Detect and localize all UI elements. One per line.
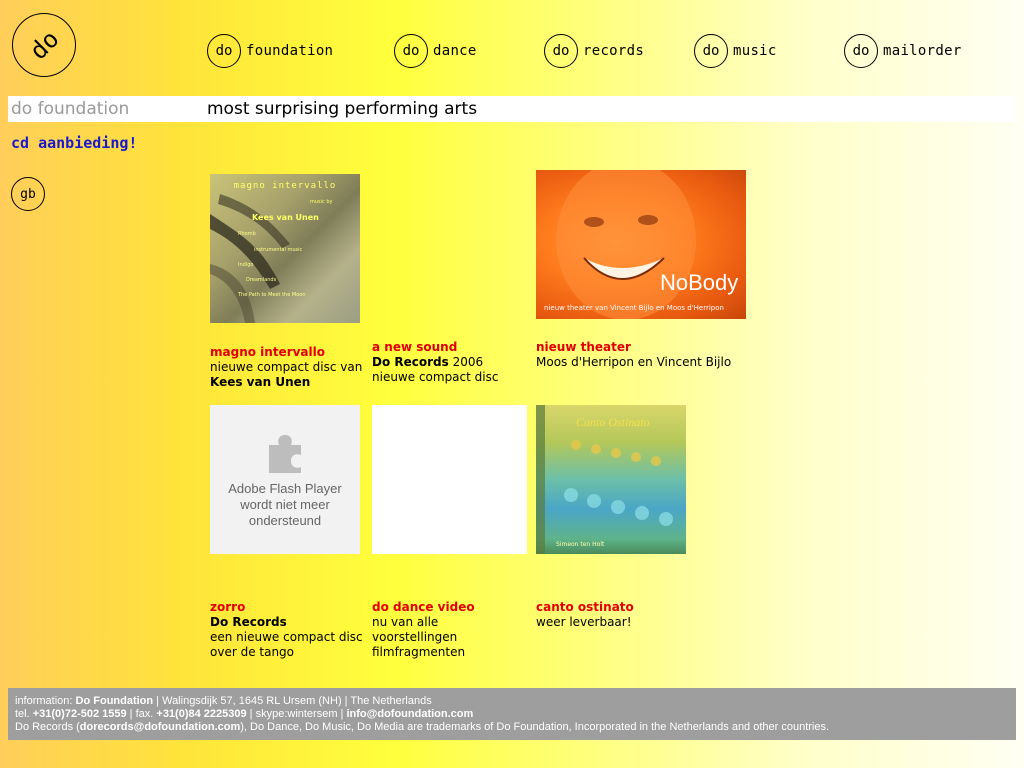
- item-label: Do Records: [372, 355, 449, 369]
- cover-track: Rhomb: [238, 231, 256, 237]
- item-desc: een nieuwe compact disc: [210, 630, 363, 644]
- nobody-theater-image[interactable]: [536, 170, 746, 319]
- item-title[interactable]: nieuw theater: [536, 340, 631, 354]
- cover-title: Canto Ostinato: [576, 415, 650, 429]
- dance-video-frame[interactable]: [372, 405, 527, 554]
- nav-label: mailorder: [883, 42, 962, 59]
- dance-video-caption: [372, 600, 532, 660]
- footer-trademark: ), Do Dance, Do Music, Do Media are trademarks of Do Foundation, Incorporated in the Netherlands and other countries.: [240, 721, 830, 733]
- item-title[interactable]: a new sound: [372, 340, 458, 354]
- cd-offer-link[interactable]: cd aanbieding!: [11, 134, 138, 152]
- footer-org: Do Foundation: [75, 695, 154, 707]
- footer-tel: +31(0)72-502 1559: [32, 708, 127, 720]
- item-title[interactable]: zorro: [210, 600, 246, 614]
- magno-intervallo-cover[interactable]: [210, 174, 360, 323]
- footer-fax-label: | fax.: [126, 708, 157, 720]
- footer-email-link[interactable]: info@dofoundation.com: [346, 708, 474, 720]
- footer-line-2: [15, 708, 1009, 721]
- item-label: Do Records: [210, 615, 287, 629]
- footer-tel-label: tel.: [15, 708, 33, 720]
- image-subtitle: nieuw theater van Vincent Bijlo en Moos d'Herripon: [544, 304, 724, 312]
- magno-caption: [210, 345, 370, 390]
- face-illustration: [536, 170, 746, 319]
- cover-track: instrumental music: [254, 247, 303, 253]
- flash-message: Adobe Flash Player wordt niet meer ondersteund: [228, 480, 342, 528]
- nav-do-circle: do: [694, 34, 728, 68]
- cover-track: Dreamlands: [246, 277, 277, 283]
- flash-player-placeholder: [210, 405, 360, 554]
- cover-by: music by: [310, 199, 333, 205]
- footer-line-3: [15, 721, 1009, 734]
- item-title[interactable]: magno intervallo: [210, 345, 325, 359]
- nav-do-records[interactable]: [544, 33, 644, 68]
- canto-ostinato-cover[interactable]: [536, 405, 686, 554]
- nav-do-music[interactable]: [694, 33, 777, 68]
- cover-artist: Kees van Unen: [252, 213, 319, 222]
- item-title[interactable]: do dance video: [372, 600, 475, 614]
- nav-label: dance: [433, 42, 477, 59]
- theater-caption: [536, 340, 766, 370]
- item-desc: over de tango: [210, 645, 295, 659]
- footer-skype: | skype:wintersem |: [246, 708, 347, 720]
- item-desc: Moos d'Herripon en Vincent Bijlo: [536, 355, 732, 369]
- logo-text: do: [23, 24, 65, 66]
- item-year: 2006: [448, 355, 484, 369]
- item-desc: nieuwe compact disc: [372, 370, 499, 384]
- item-desc: filmfragmenten: [372, 645, 466, 659]
- language-gb-button[interactable]: gb: [11, 177, 45, 211]
- item-title[interactable]: canto ostinato: [536, 600, 634, 614]
- footer-records-label: Do Records (: [15, 721, 80, 733]
- footer-fax: +31(0)84 2225309: [156, 708, 247, 720]
- do-logo[interactable]: [12, 13, 76, 77]
- footer-line-1: [15, 695, 1009, 708]
- nav-do-circle: do: [207, 34, 241, 68]
- nav-do-circle: do: [394, 34, 428, 68]
- zorro-caption: [210, 600, 370, 660]
- nav-label: records: [583, 42, 645, 59]
- nav-label: foundation: [246, 42, 334, 59]
- cover-title: magno intervallo: [233, 181, 337, 191]
- nav-do-dance[interactable]: [394, 33, 477, 68]
- nav-label: music: [733, 42, 777, 59]
- cover-track: The Path to Meet the Moon: [238, 292, 306, 298]
- footer-records-email-link[interactable]: dorecords@dofoundation.com: [79, 721, 241, 733]
- cover-footer: Simeon ten Holt: [556, 541, 605, 548]
- nav-do-foundation[interactable]: [207, 33, 333, 68]
- footer: [8, 688, 1016, 740]
- canto-caption: [536, 600, 736, 630]
- puzzle-piece-icon: [265, 431, 305, 475]
- footer-info-label: information:: [15, 695, 76, 707]
- item-desc: nieuwe compact disc van: [210, 360, 363, 374]
- item-desc: voorstellingen: [372, 630, 458, 644]
- new-sound-caption: [372, 340, 532, 385]
- item-artist: Kees van Unen: [210, 375, 311, 389]
- nav-do-circle: do: [844, 34, 878, 68]
- item-desc: nu van alle: [372, 615, 439, 629]
- title-bar: [8, 96, 1016, 122]
- item-desc: weer leverbaar!: [536, 615, 632, 629]
- cover-track: Indigo: [238, 262, 254, 268]
- nav-do-circle: do: [544, 34, 578, 68]
- footer-address: | Walingsdijk 57, 1645 RL Ursem (NH) | The Netherlands: [153, 695, 432, 707]
- nav-do-mailorder[interactable]: [844, 33, 962, 68]
- image-title: NoBody: [660, 270, 739, 295]
- site-name: do foundation: [11, 99, 130, 119]
- tagline: most surprising performing arts: [207, 99, 478, 119]
